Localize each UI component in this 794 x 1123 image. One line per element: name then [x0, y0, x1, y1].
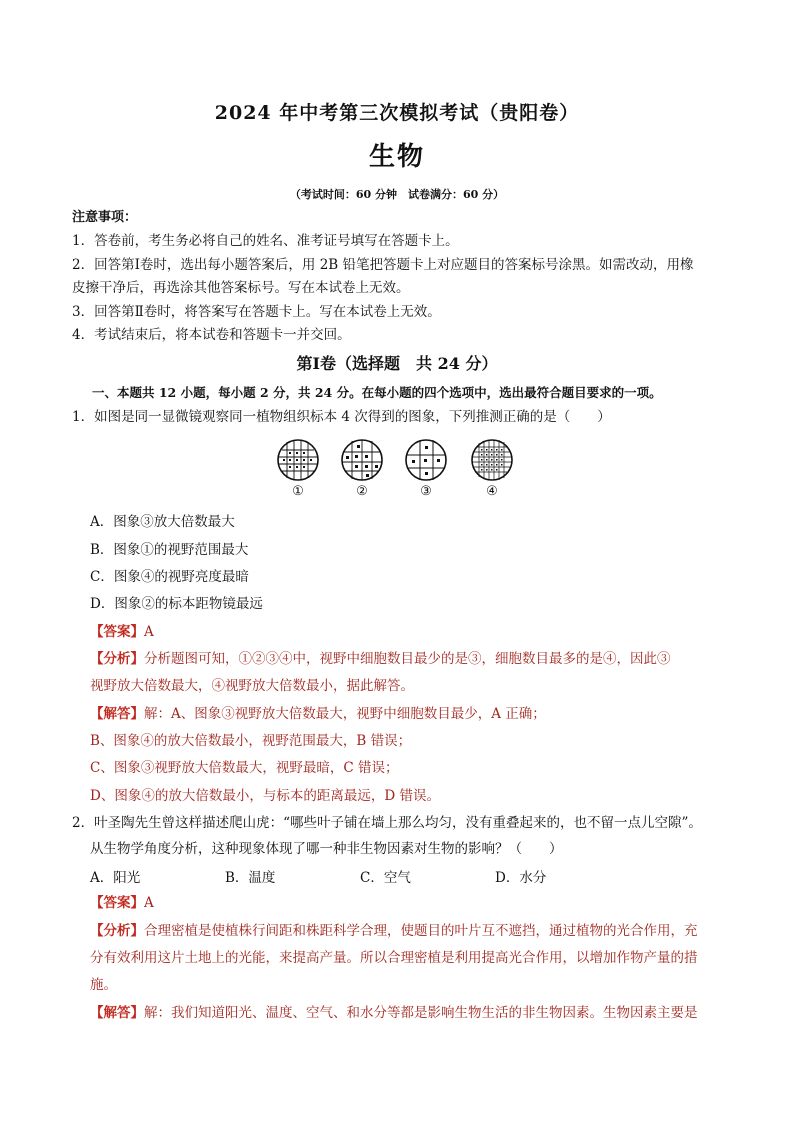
q2-analysis-line	[90, 921, 698, 941]
microscope-view-1-icon	[276, 438, 320, 482]
figure-label: ②	[356, 484, 368, 499]
microscope-view-2	[340, 438, 384, 499]
exam-info: （考试时间：60 分钟 试卷满分：60 分）	[289, 188, 505, 201]
section-description: 一、本题共 12 小题，每小题 2 分，共 24 分。在每小题的四个选项中，选出最符合题目要求的一项。	[92, 385, 662, 400]
q2-option-b: B．温度	[225, 870, 276, 886]
microscope-view-2-icon	[340, 438, 384, 482]
exam-title: 2024 年中考第三次模拟考试（贵阳卷）	[214, 102, 580, 124]
q2-analysis-line: 分有效利用这片土地上的光能，来提高产量。所以合理密植是利用提高光合作用，以增加作物产量的措	[90, 950, 698, 966]
q2-answer	[90, 893, 154, 913]
analysis-tag: 【分析】	[90, 651, 144, 667]
q2-option-d: D．水分	[495, 870, 547, 886]
answer-tag: 【答案】	[90, 895, 144, 911]
q2-option-a: A．阳光	[90, 870, 141, 886]
question-1-stem: 1．如图是同一显微镜观察同一植物组织标本 4 次得到的图象，下列推测正确的是（ ）	[72, 409, 611, 425]
solution-tag: 【解答】	[90, 1005, 144, 1021]
q1-option-b: B．图象①的视野范围最大	[90, 542, 249, 558]
answer-tag: 【答案】	[90, 624, 144, 640]
question-2-stem: 2．叶圣陶先生曾这样描述爬山虎：“哪些叶子铺在墙上那么均匀，没有重叠起来的，也不留一点儿空隙”。	[72, 815, 702, 831]
microscope-view-3	[404, 438, 448, 499]
q1-option-d: D．图象②的标本距物镜最远	[90, 596, 263, 612]
notice-item: 2．回答第Ⅰ卷时，选出每小题答案后，用 2B 铅笔把答题卡上对应题目的答案标号涂黑。如需改动，用橡	[72, 257, 694, 273]
q1-option-c: C．图象④的视野亮度最暗	[90, 569, 249, 585]
q1-answer	[90, 622, 154, 642]
microscope-view-3-icon	[404, 438, 448, 482]
notice-item: 皮擦干净后，再选涂其他答案标号。写在本试卷上无效。	[72, 280, 410, 296]
microscope-figure	[276, 438, 526, 508]
q2-solution-line	[90, 1003, 698, 1023]
analysis-text: 分析题图可知，①②③④中，视野中细胞数目最少的是③，细胞数目最多的是④，因此③	[144, 651, 671, 667]
analysis-tag: 【分析】	[90, 923, 144, 939]
figure-label: ①	[292, 484, 304, 499]
q1-solution-line: D、图象④的放大倍数最小，与标本的距离最远，D 错误。	[90, 788, 440, 804]
notice-item: 4．考试结束后，将本试卷和答题卡一并交回。	[72, 327, 351, 343]
q2-options	[90, 866, 630, 886]
q1-solution-line: B、图象④的放大倍数最小，视野范围最大，B 错误；	[90, 733, 412, 749]
figure-label: ④	[486, 484, 498, 499]
section-title: 第Ⅰ卷（选择题 共 24 分）	[296, 354, 498, 373]
q1-analysis-line	[90, 649, 671, 669]
q1-analysis-line: 视野放大倍数最大，④视野放大倍数最小，据此解答。	[90, 678, 414, 694]
notice-item: 1．答卷前，考生务必将自己的姓名、准考证号填写在答题卡上。	[72, 233, 459, 249]
q2-analysis-line: 施。	[90, 977, 117, 993]
subject-title: 生物	[368, 142, 425, 172]
solution-tag: 【解答】	[90, 706, 144, 722]
q1-solution-line	[90, 704, 546, 724]
q2-option-c: C．空气	[360, 870, 411, 886]
q1-solution-line: C、图象③视野放大倍数最大，视野最暗，C 错误；	[90, 760, 399, 776]
q1-option-a: A．图象③放大倍数最大	[90, 514, 235, 530]
microscope-view-4-icon	[470, 438, 514, 482]
answer-value: A	[144, 624, 154, 640]
solution-text: 解：我们知道阳光、温度、空气、和水分等都是影响生物生活的非生物因素。生物因素主要是	[144, 1005, 698, 1021]
figure-label: ③	[420, 484, 432, 499]
microscope-view-4	[470, 438, 514, 499]
notice-heading: 注意事项：	[72, 210, 138, 225]
microscope-view-1	[276, 438, 320, 499]
notice-item: 3．回答第Ⅱ卷时，将答案写在答题卡上。写在本试卷上无效。	[72, 304, 441, 320]
solution-text: 解：A、图象③视野放大倍数最大，视野中细胞数目最少，A 正确；	[144, 706, 546, 722]
analysis-text: 合理密植是使植株行间距和株距科学合理，使题目的叶片互不遮挡，通过植物的光合作用，充	[144, 923, 698, 939]
question-2-stem: 从生物学角度分析，这种现象体现了哪一种非生物因素对生物的影响？（ ）	[90, 841, 563, 857]
answer-value: A	[144, 895, 154, 911]
